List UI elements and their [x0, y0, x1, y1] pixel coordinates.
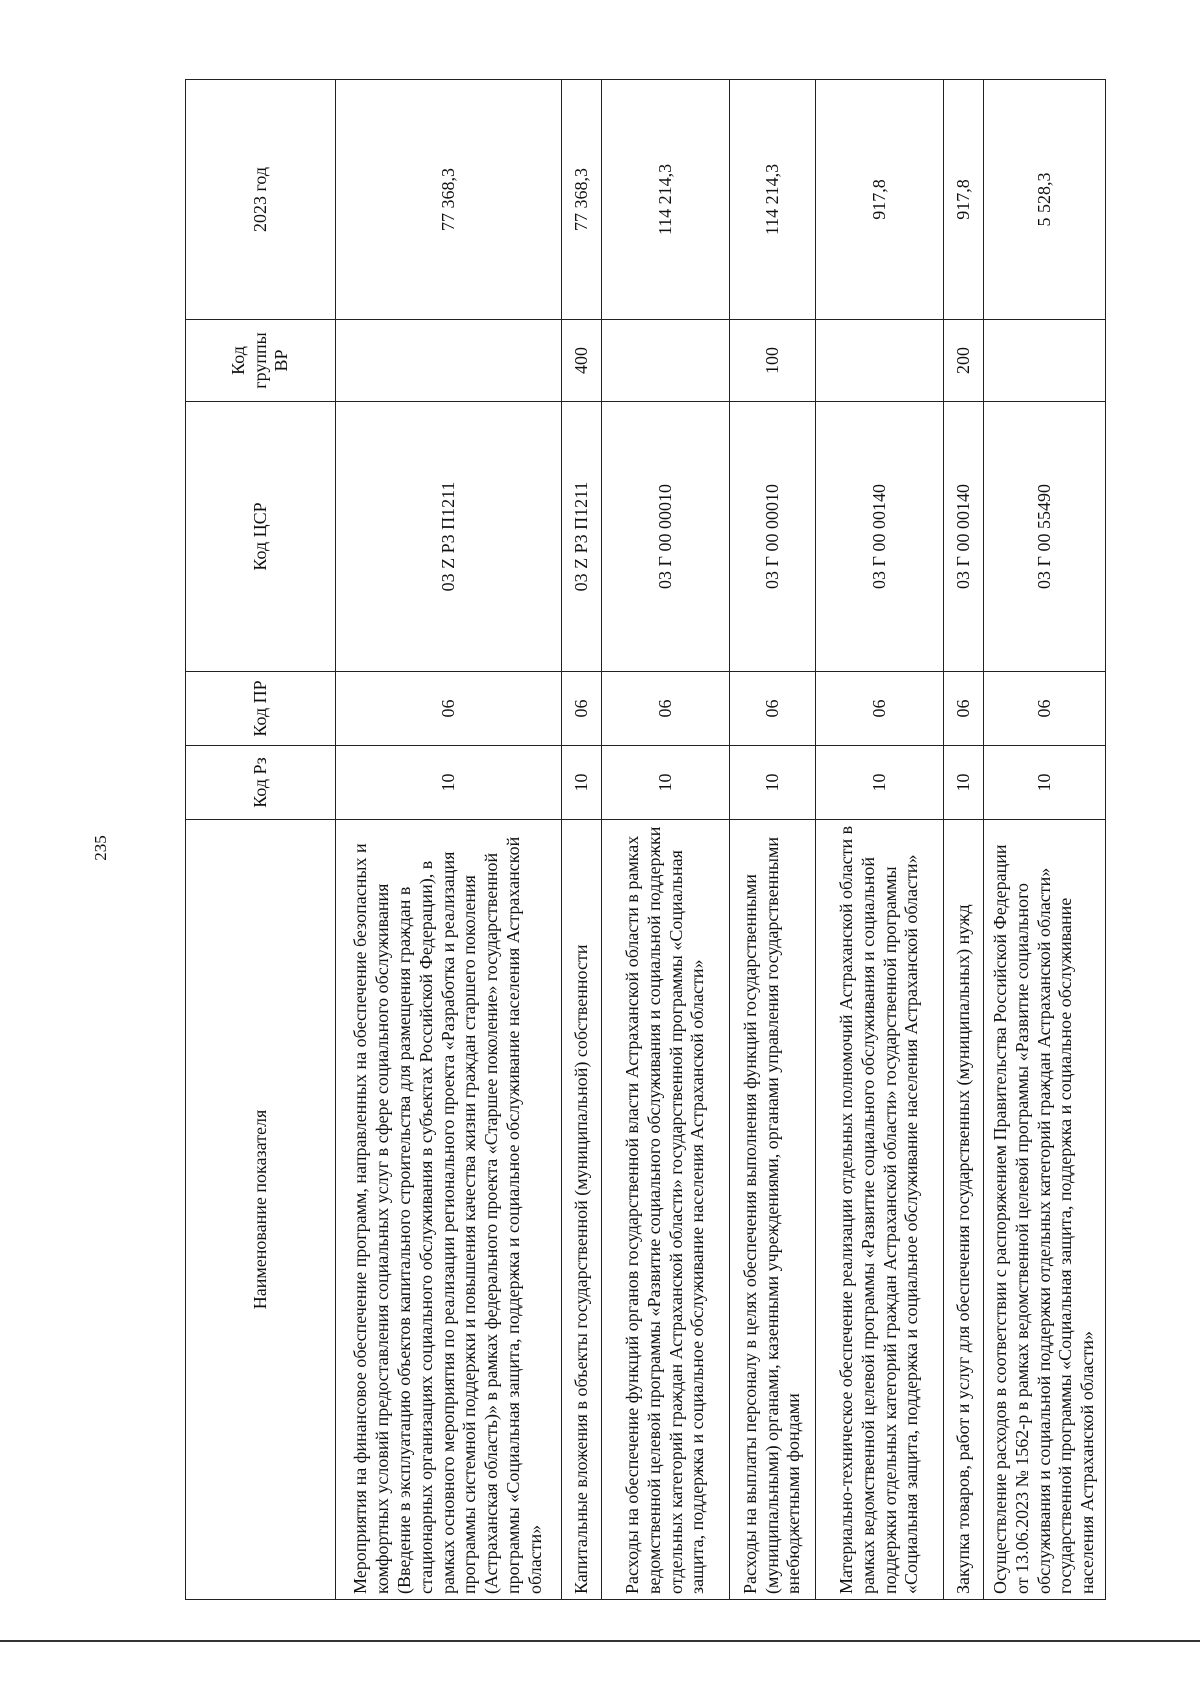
- row-year: 917,8: [944, 80, 984, 320]
- header-name: Наименование показателя: [186, 820, 336, 1600]
- page-number: 235: [91, 835, 110, 861]
- budget-table: [185, 79, 1106, 1600]
- row-csr: 03 Г 00 00010: [730, 402, 816, 672]
- table-row: [944, 80, 984, 1600]
- row-year: 77 368,3: [562, 80, 602, 320]
- budget-table-wrapper: [185, 80, 1105, 1600]
- header-year: 2023 год: [186, 80, 336, 320]
- table-row: [984, 80, 1106, 1600]
- row-csr: 03 Г 00 00140: [816, 402, 944, 672]
- row-pr: 06: [816, 672, 944, 746]
- row-year: 114 214,3: [730, 80, 816, 320]
- header-pr: Код ПР: [186, 672, 336, 746]
- row-csr: 03 Г 00 00010: [602, 402, 730, 672]
- row-year: 5 528,3: [984, 80, 1106, 320]
- row-name: Мероприятия на финансовое обеспечение программ, направленных на обеспечение безопасных и комфортных условий предоставления социальных услуг в сфере социального обслуживания (Введение в эксплуатацию объектов капитального строительства для размещения граждан в стационарных организациях социального обслуживания в субъектах Российской Федерации), в рамках основного мероприятия по реализации регионального проекта «Разработка и реализация программы системной поддержки и повышения качества жизни граждан старшего поколения (Астраханская область)» в рамках федерального проекта «Старшее поколение» государственной программы «Социальная защита, поддержка и социальное обслуживание населения Астраханской области»: [336, 820, 562, 1600]
- row-pr: 06: [730, 672, 816, 746]
- table-row: [562, 80, 602, 1600]
- header-vr: Код группы ВР: [186, 320, 336, 402]
- row-vr: 100: [730, 320, 816, 402]
- row-rz: 10: [562, 746, 602, 820]
- row-vr: [336, 320, 562, 402]
- row-rz: 10: [336, 746, 562, 820]
- row-vr: [602, 320, 730, 402]
- row-pr: 06: [602, 672, 730, 746]
- row-csr: 03 Г 00 00140: [944, 402, 984, 672]
- table-row: [602, 80, 730, 1600]
- row-csr: 03 Г 00 55490: [984, 402, 1106, 672]
- row-rz: 10: [944, 746, 984, 820]
- row-rz: 10: [816, 746, 944, 820]
- row-csr: 03 Z P3 П1211: [336, 402, 562, 672]
- row-vr: 400: [562, 320, 602, 402]
- row-rz: 10: [602, 746, 730, 820]
- table-header-row: [186, 80, 336, 1600]
- row-vr: 200: [944, 320, 984, 402]
- row-pr: 06: [336, 672, 562, 746]
- row-csr: 03 Z P3 П1211: [562, 402, 602, 672]
- bottom-divider: [0, 1640, 1200, 1642]
- row-year: 77 368,3: [336, 80, 562, 320]
- row-vr: [984, 320, 1106, 402]
- table-row: [730, 80, 816, 1600]
- row-name: Осуществление расходов в соответствии с распоряжением Правительства Российской Федерации от 13.06.2023 № 1562-р в рамках ведомственной целевой программы «Развитие социального обслуживания и социальной поддержки отдельных категорий граждан Астраханской области» государственной программы «Социальная защита, поддержка и социальное обслуживание населения Астраханской области»: [984, 820, 1106, 1600]
- header-rz: Код Рз: [186, 746, 336, 820]
- row-year: 114 214,3: [602, 80, 730, 320]
- row-name: Закупка товаров, работ и услуг для обеспечения государственных (муниципальных) нужд: [944, 820, 984, 1600]
- row-name: Расходы на выплаты персоналу в целях обеспечения выполнения функций государственными (муниципальными) органами, казенными учреждениями, органами управления государственными внебюджетными фондами: [730, 820, 816, 1600]
- row-rz: 10: [730, 746, 816, 820]
- table-row: [336, 80, 562, 1600]
- header-csr: Код ЦСР: [186, 402, 336, 672]
- row-name: Расходы на обеспечение функций органов государственной власти Астраханской области в рамках ведомственной целевой программы «Развитие социального обслуживания и социальной поддержки отдельных категорий граждан Астраханской области» государственной программы «Социальная защита, поддержка и социальное обслуживание населения Астраханской области»: [602, 820, 730, 1600]
- row-rz: 10: [984, 746, 1106, 820]
- row-name: Капитальные вложения в объекты государственной (муниципальной) собственности: [562, 820, 602, 1600]
- row-year: 917,8: [816, 80, 944, 320]
- row-pr: 06: [562, 672, 602, 746]
- table-row: [816, 80, 944, 1600]
- row-name: Материально-техническое обеспечение реализации отдельных полномочий Астраханской области в рамках ведомственной целевой программы «Развитие социального обслуживания и социальной поддержки отдельных категорий граждан Астраханской области» государственной программы «Социальная защита, поддержка и социальное обслуживание населения Астраханской области»: [816, 820, 944, 1600]
- row-vr: [816, 320, 944, 402]
- row-pr: 06: [984, 672, 1106, 746]
- row-pr: 06: [944, 672, 984, 746]
